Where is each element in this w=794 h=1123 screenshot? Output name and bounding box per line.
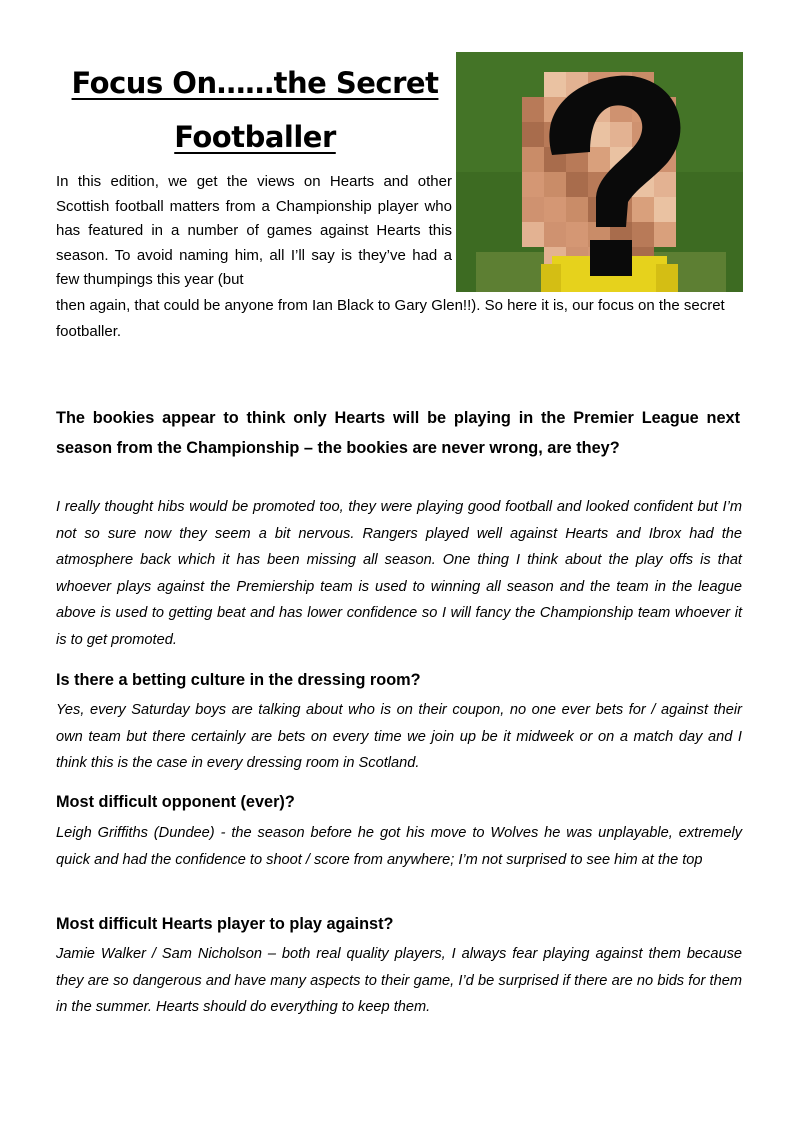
- face-pixel: [544, 197, 566, 222]
- answer-text: Yes, every Saturday boys are talking about who is on their coupon, no one ever bets for / against their own team but there certainly are bets on every time we join up be it midweek or on a match day and I think this is the case in every dressing room in Scotland.: [56, 702, 742, 771]
- answer-text: I really thought hibs would be promoted too, they were playing good football and looked confident but I’m not so sure now they seem a bit nervous. Rangers played well against Hearts and Ibrox had the atmosphere back which it has been missing all season. One thing I think about the play offs is that whoever plays against the Premiership team is used to winning all season and the team in the league above is used to getting beat and has lower confidence so I will fancy the Championship team whoever it is to get promoted.: [56, 499, 742, 648]
- face-pixel: [654, 197, 676, 222]
- question-heading: Most difficult opponent (ever)?: [56, 793, 295, 811]
- face-pixel: [588, 147, 610, 172]
- question-heading: Most difficult Hearts player to play against?: [56, 915, 394, 933]
- face-pixel: [522, 122, 544, 147]
- face-pixel: [522, 197, 544, 222]
- question-heading: The bookies appear to think only Hearts will be playing in the Premier League next season from the Championship – the bookies are never wrong, are they?: [56, 409, 740, 457]
- face-pixel: [522, 172, 544, 197]
- face-pixel: [632, 197, 654, 222]
- face-pixel: [566, 197, 588, 222]
- face-pixel: [610, 122, 632, 147]
- face-pixel: [522, 222, 544, 247]
- article-title: Focus On……the Secret Footballer: [71, 66, 439, 154]
- face-pixel: [632, 222, 654, 247]
- face-pixel: [522, 147, 544, 172]
- face-pixel: [544, 72, 566, 97]
- face-pixel: [566, 222, 588, 247]
- face-pixel: [654, 172, 676, 197]
- face-pixel: [544, 222, 566, 247]
- answer-text: Jamie Walker / Sam Nicholson – both real quality players, I always fear playing against them because they are so dangerous and have many aspects to their game, I’d be surprised if there are no bids for them in the summer. Hearts should do everything to keep them.: [56, 946, 742, 1015]
- face-pixel: [544, 172, 566, 197]
- face-pixel: [522, 97, 544, 122]
- face-pixel: [654, 222, 676, 247]
- answer-text: Leigh Griffiths (Dundee) - the season before he got his move to Wolves he was unplayable, extremely quick and had the confidence to shoot / score from anywhere; I’m not surprised to see him at the top: [56, 825, 742, 868]
- secret-footballer-photo: [456, 52, 743, 292]
- question-heading: Is there a betting culture in the dressing room?: [56, 671, 421, 689]
- question-mark-pixelated-face-icon: [456, 52, 743, 292]
- face-pixel: [566, 172, 588, 197]
- intro-paragraph-continued: then again, that could be anyone from Ian Black to Gary Glen!!). So here it is, our focus on the secret footballer.: [56, 297, 725, 340]
- intro-paragraph: In this edition, we get the views on Hearts and other Scottish football matters from a Championship player who has featured in a number of games against Hearts this season. To avoid naming him, all I’ll say is they’ve had a few thumpings this year (but: [56, 173, 452, 289]
